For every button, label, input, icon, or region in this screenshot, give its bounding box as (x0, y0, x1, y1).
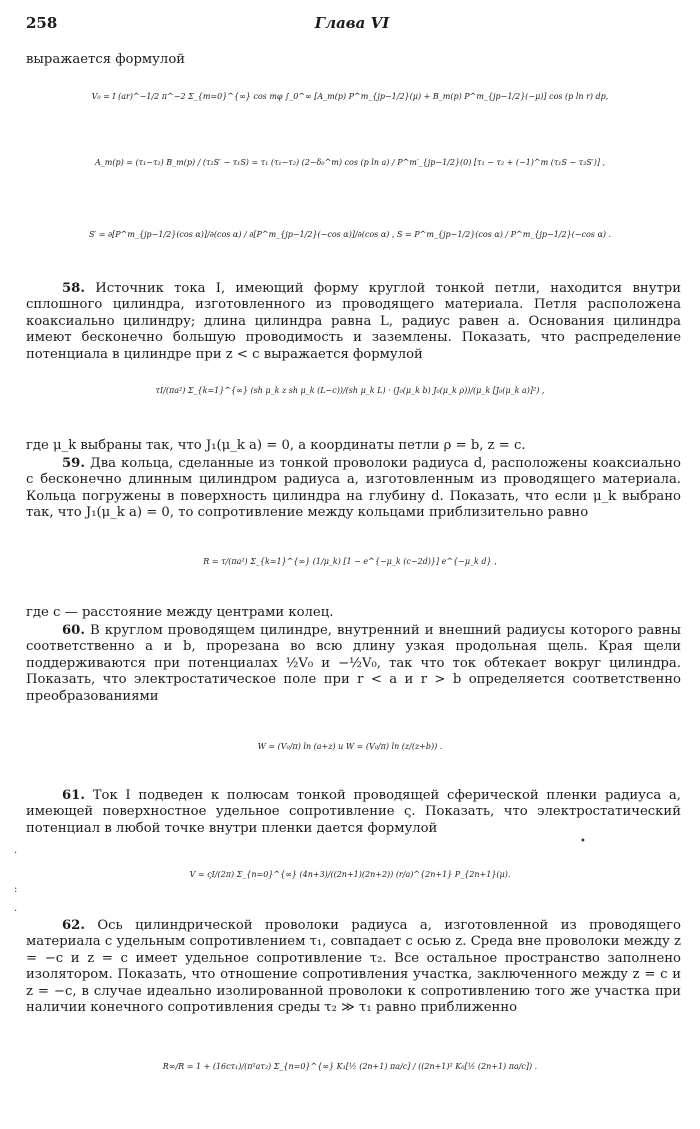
equation-p58: τI/(πa²) Σ_{k=1}^{∞} (sh μ_k z sh μ_k (L−c))/(sh μ_k L) · (J₀(μ_k b) J₀(μ_k ρ))/(μ_k [J₀(μ_k a)]²) , (155, 386, 545, 395)
problem-58-after: где μ_k выбраны так, что J₁(μ_k a) = 0, а координаты петли ρ = b, z = c. (26, 438, 526, 453)
problem-62 (26, 918, 681, 1016)
equation-p59: R = τ/(πa²) Σ_{k=1}^{∞} (1/μ_k) [1 − e^{−μ_k (c−2d)}] e^{−μ_k d} , (203, 557, 497, 566)
equation-p62: R∞/R = 1 + (16cτ₁)/(π²aτ₂) Σ_{n=0}^{∞} K₁[½ (2n+1) πa/c] / ((2n+1)² K₀[½ (2n+1) πa/c]) . (162, 1062, 538, 1071)
equation-s: S′ = ∂[P^m_{jp−1/2}(cos α)]/∂(cos α) / ∂[P^m_{jp−1/2}(−cos α)]/∂(cos α) , S = P^m_{jp−1/2}(cos α) / P^m_{jp−1/2}(−cos α) . (88, 230, 612, 239)
problem-58-text: Источник тока I, имеющий форму круглой тонкой петли, находится внутри сплошного цилиндра, изготовленного из проводящего материала. Петля расположена коаксиально цилиндру; длина цилиндра равна L, радиус равен a. Основания цилиндра имеют бесконечно большую проводимость и заземлены. Показать, что распределение потенциала в цилиндре при z < c выражается формулой (26, 281, 681, 362)
problem-61-text: Ток I подведен к полюсам тонкой проводящей сферической пленки радиуса a, имеющей поверхностное удельное сопротивление ς. Показать, что электростатический потенциал в любой точке внутри пленки дается формулой (26, 788, 681, 836)
problem-58-number: 58. (62, 281, 85, 296)
print-speck: · (14, 906, 18, 917)
print-speck: · (14, 848, 18, 859)
intro-text: выражается формулой (26, 52, 186, 67)
equation-p60: W = (V₀/π) ln (a+z) и W = (V₀/π) ln (z/(z+b)) . (257, 742, 443, 751)
problem-60-text: В круглом проводящем цилиндре, внутренний и внешний радиусы которого равны соответственно a и b, прорезана во всю длину узкая продольная щель. Края щели поддерживаются при потенциалах ½V₀ и −½V₀, так что ток обтекает вокруг цилиндра. Показать, что электростатическое поле при r < a и r > b определяется соответственно преобразованиями (26, 623, 681, 704)
problem-59-after: где c — расстояние между центрами колец. (26, 605, 334, 620)
problem-61 (26, 788, 681, 837)
equation-am: A_m(p) = (τ₁−τ₂) B_m(p) / (τ₂S′ − τ₁S) = τ₁ (τ₁−τ₂) (2−δ₀^m) cos (p ln a) / P^m′_{jp−1/2}(0) [τ₁ − τ₂ + (−1)^m (τ₁S − τ₂S′)] , (94, 158, 606, 167)
page-number: 258 (26, 14, 58, 32)
equation-p61: V = ςI/(2π) Σ_{n=0}^{∞} (4n+3)/((2n+1)(2n+2)) (r/a)^{2n+1} P_{2n+1}(μ). (189, 870, 511, 879)
problem-62-number: 62. (62, 918, 85, 933)
problem-58 (26, 281, 681, 363)
problem-61-number: 61. (62, 788, 85, 803)
problem-59-number: 59. (62, 456, 85, 471)
problem-60-number: 60. (62, 623, 85, 638)
print-speck: • (580, 836, 586, 847)
chapter-title: Глава VI (314, 14, 390, 32)
problem-60 (26, 623, 681, 705)
problem-62-text: Ось цилиндрической проволоки радиуса a, изготовленной из проводящего материала с удельным сопротивлением τ₁, совпадает с осью z. Среда вне проволоки между z = −c и z = c имеет удельное сопротивление τ₂. Все остальное пространство заполнено изолятором. Показать, что отношение сопротивления участка, заключенного между z = c и z = −c, в случае идеально изолированной проволоки к сопротивлению того же участка при наличии конечного сопротивления среды τ₂ ≫ τ₁ равно приближенно (26, 918, 681, 1016)
equation-v0: V₀ = I (ar)^−1/2 π^−2 Σ_{m=0}^{∞} cos mφ ∫_0^∞ [A_m(p) P^m_{jp−1/2}(μ) + B_m(p) P^m_{jp−1/2}(−μ)] cos (p ln r) dp, (91, 92, 609, 101)
running-header (26, 14, 678, 36)
problem-59 (26, 456, 681, 522)
problem-59-text: Два кольца, сделанные из тонкой проволоки радиуса d, расположены коаксиально с бесконечно длинным цилиндром радиуса a, изготовленным из проводящего материала. Кольца погружены в поверхность цилиндра на глубину d. Показать, что если μ_k выбрано так, что J₁(μ_k a) = 0, то сопротивление между кольцами приблизительно равно (26, 456, 681, 521)
print-speck: : (14, 884, 18, 895)
